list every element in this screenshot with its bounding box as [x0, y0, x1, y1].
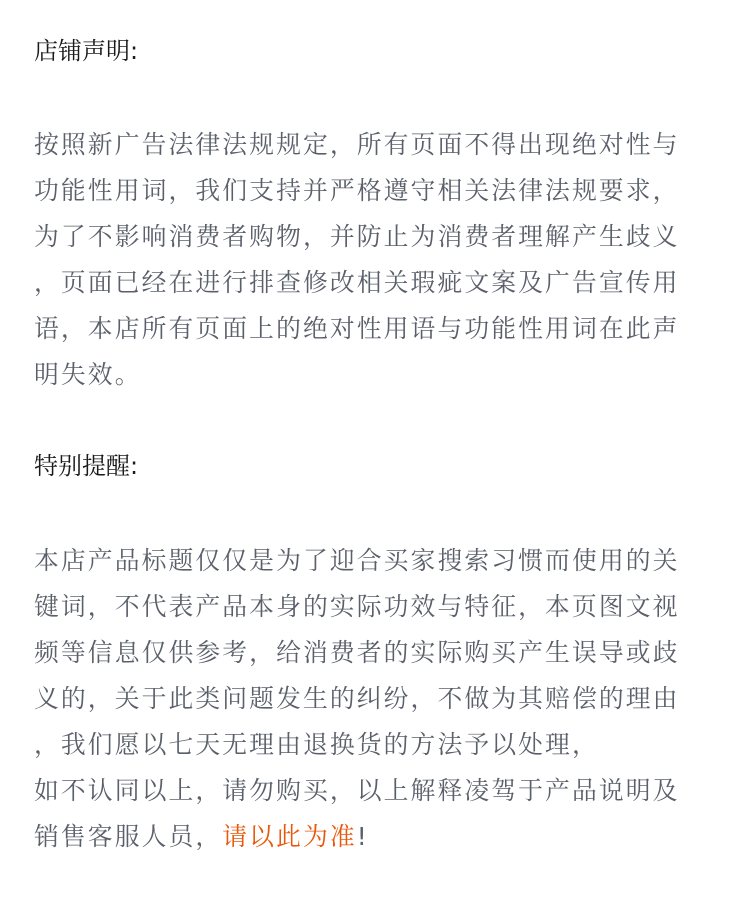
reminder-last-line-prefix: 销售客服人员， — [34, 822, 223, 851]
statement-line: ，页面已经在进行排查修改相关瑕疵文案及广告宣传用 — [34, 268, 680, 297]
statement-line: 功能性用词，我们支持并严格遵守相关法律法规要求， — [34, 176, 680, 205]
store-statement-title: 店铺声明: — [34, 37, 139, 65]
reminder-line: 如不认同以上，请勿购买，以上解释凌驾于产品说明及 — [34, 776, 680, 805]
statement-line: 按照新广告法律法规规定，所有页面不得出现绝对性与 — [34, 130, 680, 159]
reminder-line: ，我们愿以七天无理由退换货的方法予以处理， — [34, 730, 599, 759]
reminder-last-line — [34, 814, 716, 860]
store-statement-paragraph — [34, 122, 716, 398]
statement-line: 语，本店所有页面上的绝对性用语与功能性用词在此声 — [34, 314, 680, 343]
exclamation-mark: ! — [356, 822, 369, 851]
special-reminder-paragraph — [34, 538, 716, 860]
reminder-line: 频等信息仅供参考，给消费者的实际购买产生误导或歧 — [34, 638, 680, 667]
highlight-text: 请以此为准 — [222, 822, 357, 851]
statement-line: 为了不影响消费者购物，并防止为消费者理解产生歧义 — [34, 222, 680, 251]
statement-line: 明失效。 — [34, 360, 142, 389]
special-reminder-title: 特别提醒: — [34, 452, 139, 480]
reminder-line: 键词，不代表产品本身的实际功效与特征，本页图文视 — [34, 592, 680, 621]
reminder-line: 本店产品标题仅仅是为了迎合买家搜索习惯而使用的关 — [34, 546, 680, 575]
reminder-line: 义的，关于此类问题发生的纠纷，不做为其赔偿的理由 — [34, 684, 680, 713]
